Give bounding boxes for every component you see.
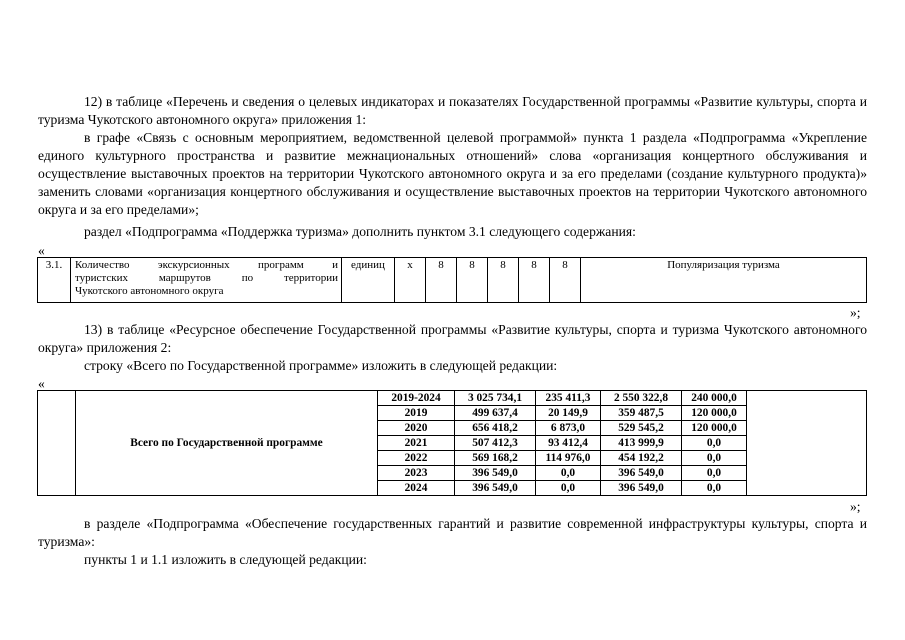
- other-sources-cell: 0,0: [682, 466, 747, 481]
- row-number-cell: 3.1.: [38, 258, 71, 303]
- other-sources-cell: 0,0: [682, 451, 747, 466]
- total-cell: 396 549,0: [455, 481, 536, 496]
- other-sources-cell: 0,0: [682, 436, 747, 451]
- total-cell: 499 637,4: [455, 406, 536, 421]
- year-cell: 2023: [378, 466, 455, 481]
- other-sources-cell: 120 000,0: [682, 406, 747, 421]
- federal-budget-cell: 93 412,4: [536, 436, 601, 451]
- other-sources-cell: 0,0: [682, 481, 747, 496]
- opening-quote-mark: «: [38, 243, 45, 258]
- federal-budget-cell: 0,0: [536, 481, 601, 496]
- total-cell: 569 168,2: [455, 451, 536, 466]
- indicator-name: [71, 258, 341, 298]
- regional-budget-cell: 2 550 322,8: [601, 391, 682, 406]
- table-row: [38, 391, 867, 406]
- regional-budget-cell: 396 549,0: [601, 466, 682, 481]
- indicator-name-line: Количество экскурсионных программ и: [75, 259, 338, 271]
- other-sources-cell: 120 000,0: [682, 421, 747, 436]
- total-cell: 656 418,2: [455, 421, 536, 436]
- value-cell: 8: [488, 258, 519, 303]
- paragraph-item-13-total-row: строку «Всего по Государственной программе» изложить в следующей редакции:: [84, 358, 558, 373]
- paragraph-item-13: 13) в таблице «Ресурсное обеспечение Государственной программы «Развитие культуры, спорта и туризма Чукотского автономного округа» приложения 2:: [38, 322, 867, 355]
- total-cell: 3 025 734,1: [455, 391, 536, 406]
- indicator-table: [37, 257, 867, 303]
- federal-budget-cell: 20 149,9: [536, 406, 601, 421]
- federal-budget-cell: 235 411,3: [536, 391, 601, 406]
- closing-quote-mark: »;: [850, 305, 861, 320]
- indicator-name-cell: [71, 258, 342, 303]
- row-number-cell: [38, 391, 76, 496]
- regional-budget-cell: 359 487,5: [601, 406, 682, 421]
- unit-cell: единиц: [342, 258, 395, 303]
- link-cell: Популяризация туризма: [581, 258, 867, 303]
- total-cell: 396 549,0: [455, 466, 536, 481]
- closing-quote-mark: »;: [850, 499, 861, 514]
- total-label-cell: Всего по Государственной программе: [76, 391, 378, 496]
- value-cell: 8: [426, 258, 457, 303]
- paragraph-infrastructure-section: в разделе «Подпрограмма «Обеспечение государственных гарантий и развитие современной инфраструктуры культуры, спорта и туризма»:: [38, 516, 867, 549]
- value-cell: 8: [550, 258, 581, 303]
- year-cell: 2022: [378, 451, 455, 466]
- year-cell: 2019-2024: [378, 391, 455, 406]
- total-cell: 507 412,3: [455, 436, 536, 451]
- paragraph-item-12-column-link: в графе «Связь с основным мероприятием, ведомственной целевой программой» пункта 1 раздела «Подпрограмма «Укрепление единого культурного пространства и развитие межнациональных отношений» слова «организация концертного обслуживания и осуществление выставочных проектов на территории Чукотского автономного округа и за его пределами (создание культурного продукта)» заменить словами «организация концертного обслуживания и осуществление выставочных проектов на территории Чукотского автономного округа и за его пределами»;: [38, 130, 867, 217]
- table-row: [38, 258, 867, 303]
- regional-budget-cell: 413 999,9: [601, 436, 682, 451]
- year-cell: 2020: [378, 421, 455, 436]
- regional-budget-cell: 454 192,2: [601, 451, 682, 466]
- paragraph-item-12: 12) в таблице «Перечень и сведения о целевых индикаторах и показателях Государственной программы «Развитие культуры, спорта и туризма Чукотского автономного округа» приложения 1:: [38, 94, 867, 127]
- executor-cell: [747, 391, 867, 496]
- other-sources-cell: 240 000,0: [682, 391, 747, 406]
- regional-budget-cell: 529 545,2: [601, 421, 682, 436]
- indicator-name-line: туристских маршрутов по территории: [75, 272, 338, 284]
- federal-budget-cell: 0,0: [536, 466, 601, 481]
- federal-budget-cell: 6 873,0: [536, 421, 601, 436]
- opening-quote-mark: «: [38, 376, 45, 391]
- indicator-name-line: Чукотского автономного округа: [75, 285, 224, 297]
- paragraph-items-1-1-1: пункты 1 и 1.1 изложить в следующей редакции:: [84, 552, 367, 567]
- year-cell: 2021: [378, 436, 455, 451]
- value-cell: 8: [457, 258, 488, 303]
- year-cell: 2019: [378, 406, 455, 421]
- base-value-cell: х: [395, 258, 426, 303]
- federal-budget-cell: 114 976,0: [536, 451, 601, 466]
- resource-table: [37, 390, 867, 496]
- regional-budget-cell: 396 549,0: [601, 481, 682, 496]
- year-cell: 2024: [378, 481, 455, 496]
- paragraph-item-12-tourism-section: раздел «Подпрограмма «Поддержка туризма» дополнить пунктом 3.1 следующего содержания:: [84, 224, 636, 239]
- value-cell: 8: [519, 258, 550, 303]
